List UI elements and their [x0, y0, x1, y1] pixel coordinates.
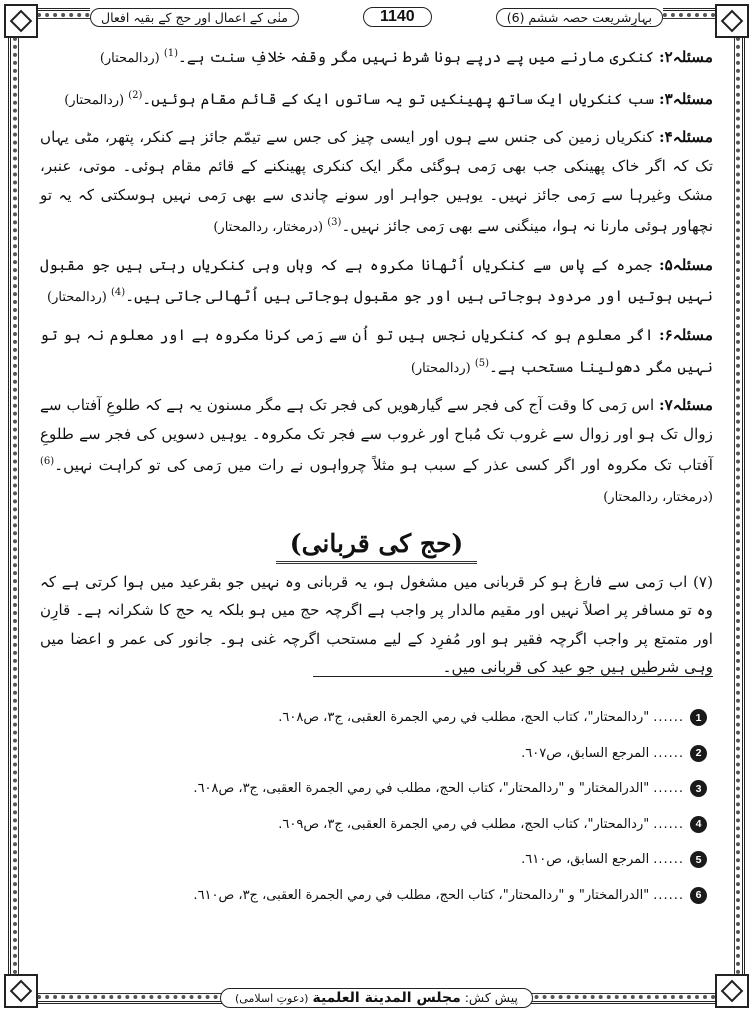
masala-reference: (ردالمحتار) [64, 92, 129, 108]
footnote-divider [313, 676, 713, 677]
footnote-item: 4 ...... "ردالمحتار"، كتاب الحج، مطلب في رمي الجمرة العقبى، ج٣، ص٦٠٩. [46, 807, 707, 843]
section-heading: (حج کی قربانی) [276, 527, 478, 564]
masala-label: مسئلہ۶: [659, 326, 713, 344]
page-header [90, 4, 663, 30]
footnote-marker: (3) [327, 217, 342, 229]
masala-label: مسئلہ۲: [659, 48, 713, 67]
masala-paragraph [40, 391, 713, 512]
footnote-item: 1 ...... "ردالمحتار"، كتاب الحج، مطلب في رمي الجمرة العقبى، ج٣، ص٦٠٨. [46, 700, 707, 736]
publisher-name: مجلس المدينة العلمية [312, 990, 461, 1006]
masala-label: مسئلہ۷: [659, 396, 713, 415]
masala-reference: (ردالمحتار) [47, 290, 112, 306]
footnote-marker: (2) [128, 89, 143, 101]
masala-paragraph [40, 321, 713, 383]
masala-paragraph [40, 251, 713, 313]
masala-text: اس رَمی کا وقت آج کی فجر سے گیارھویں کی فجر تک ہے مگر مسنون یہ ہے کہ طلوعِ آفتاب سے زوال تک ہو اور زوال سے غروب تک مُباح اور غروب سے فجر تک مکروہ۔ یوہیں دسویں کی فجر سے طلوعِ آفتاب تک مکروہ اور اگر کسی عذر کے سبب ہو مثلاً چرواہوں نے رات میں رَمی کی تو کراہت نہیں۔ [40, 396, 713, 475]
footnote-marker: (6) [40, 456, 55, 468]
masala-paragraph [40, 40, 713, 74]
footnotes [46, 700, 707, 913]
main-text [40, 40, 713, 690]
masala-reference: (درمختار، ردالمحتار) [213, 220, 328, 236]
masala-paragraph [40, 82, 713, 116]
footnote-text: "ردالمحتار"، كتاب الحج، مطلب في رمي الجمرة العقبى، ج٣، ص٦٠٨. [278, 710, 650, 726]
footnote-marker: (4) [111, 287, 126, 299]
footnote-number: 5 [690, 851, 707, 868]
section-heading-wrap [40, 527, 713, 564]
footnote-text: "الدرالمختار" و "ردالمحتار"، كتاب الحج، مطلب في رمي الجمرة العقبى، ج٣، ص٦١٠. [193, 887, 650, 903]
masala-label: مسئلہ۵: [659, 255, 713, 274]
footnote-text: المرجع السابق، ص٦٠٧. [521, 745, 650, 761]
footnote-marker: (1) [163, 48, 178, 59]
footnote-marker: (5) [474, 357, 489, 369]
footnote-number: 2 [690, 745, 707, 762]
masala-text: سب کنکریاں ایک ساتھ پھینکیں تو یہ ساتوں ایک کے قائم مقام ہوئیں۔ [142, 89, 660, 108]
chapter-title: منٰی کے اعمال اور حج کے بقیہ افعال [90, 8, 299, 27]
masala-text: جمرہ کے پاس سے کنکریاں اُٹھانا مکروہ ہے کہ وہاں وہی کنکریاں رہتی ہیں جو مقبول نہیں ہوتیں اور مردود ہوجاتی ہیں اور جو مقبول ہوجاتی ہیں اُٹھالی جاتی ہیں۔ [40, 255, 713, 306]
masala-reference: (درمختار، ردالمحتار) [603, 490, 713, 506]
footnote-number: 6 [690, 887, 707, 904]
masala-label: مسئلہ۳: [659, 89, 713, 108]
corner-ornament-icon [4, 4, 38, 38]
masala-text: اگر معلوم ہو کہ کنکریاں نجس ہیں تو اُن سے رَمی کرنا مکروہ ہے اور معلوم نہ ہو تو نہیں مگر دھولینا مستحب ہے۔ [40, 326, 713, 376]
page-footer [0, 988, 753, 1008]
footnote-number: 4 [690, 816, 707, 833]
publisher-subtitle: (دعوتِ اسلامی) [235, 992, 309, 1005]
footnote-text: "ردالمحتار"، كتاب الحج، مطلب في رمي الجمرة العقبى، ج٣، ص٦٠٩. [278, 816, 650, 832]
page-number: 1140 [363, 7, 432, 27]
masala-text: کنکریاں زمین کی جنس سے ہوں اور ایسی چیز کی جس سے تیمّم جائز ہے کنکر، پتھر، مٹی یہاں تک کہ اگر خاک پھینکی جب بھی رَمی ہوگئی مگر ایک کنکری پھینکنے کے قائم مقام ہوئی۔ موتی، عنبر، مشک وغیرہا سے رَمی جائز نہیں۔ یوہیں جواہر اور سونے چاندی سے بھی رَمی نہیں ہوسکتی کہ یہ تو نچھاور ہوئی مارنا نہ ہوا، مینگنی سے بھی رَمی جائز نہیں۔ [40, 128, 713, 236]
book-title: بہارِشریعت حصہ ششم (6) [496, 8, 663, 27]
footnote-number: 1 [690, 709, 707, 726]
footnote-text: "الدرالمختار" و "ردالمحتار"، كتاب الحج، مطلب في رمي الجمرة العقبى، ج٣، ص٦٠٨. [193, 781, 650, 797]
masala-reference: (ردالمحتار) [99, 51, 164, 67]
footnote-number: 3 [690, 780, 707, 797]
masala-text: کنکری مارنے میں پے درپے ہونا شرط نہیں مگر وقفہ خلافِ سنت ہے۔ [178, 48, 660, 67]
footnote-text: المرجع السابق، ص٦١٠. [521, 852, 650, 868]
masala-reference: (ردالمحتار) [410, 360, 475, 376]
footnote-item: 3 ...... "الدرالمختار" و "ردالمحتار"، كتاب الحج، مطلب في رمي الجمرة العقبى، ج٣، ص٦٠٨. [46, 771, 707, 807]
publisher-box [220, 988, 533, 1008]
footnote-item: 5 ...... المرجع السابق، ص٦١٠. [46, 842, 707, 878]
masala-paragraph [40, 123, 713, 242]
footer-prefix: پیش کش: [464, 990, 518, 1005]
masala-label: مسئلہ۴: [659, 128, 713, 147]
corner-ornament-icon [715, 4, 749, 38]
footnote-item: 2 ...... المرجع السابق، ص٦٠٧. [46, 736, 707, 772]
qurbani-paragraph: (۷) اب رَمی سے فارغ ہو کر قربانی میں مشغول ہو، یہ قربانی وہ نہیں جو بقرعید میں ہوا کرتی ہے کہ وہ تو مسافر پر اصلاً نہیں اور مقیم مالدار پر واجب ہے اگرچہ حج میں ہو بلکہ یہ حج کا شکرانہ ہے۔ قارِن اور متمتع پر واجب اگرچہ فقیر ہو اور مُفرِد کے لیے مستحب اگرچہ غنی ہو۔ جانور کی عمر و اعضا میں وہی شرطیں ہیں جو عید کی قربانی میں۔ [40, 572, 713, 677]
footnote-item: 6 ...... "الدرالمختار" و "ردالمحتار"، كتاب الحج، مطلب في رمي الجمرة العقبى، ج٣، ص٦١٠. [46, 878, 707, 914]
